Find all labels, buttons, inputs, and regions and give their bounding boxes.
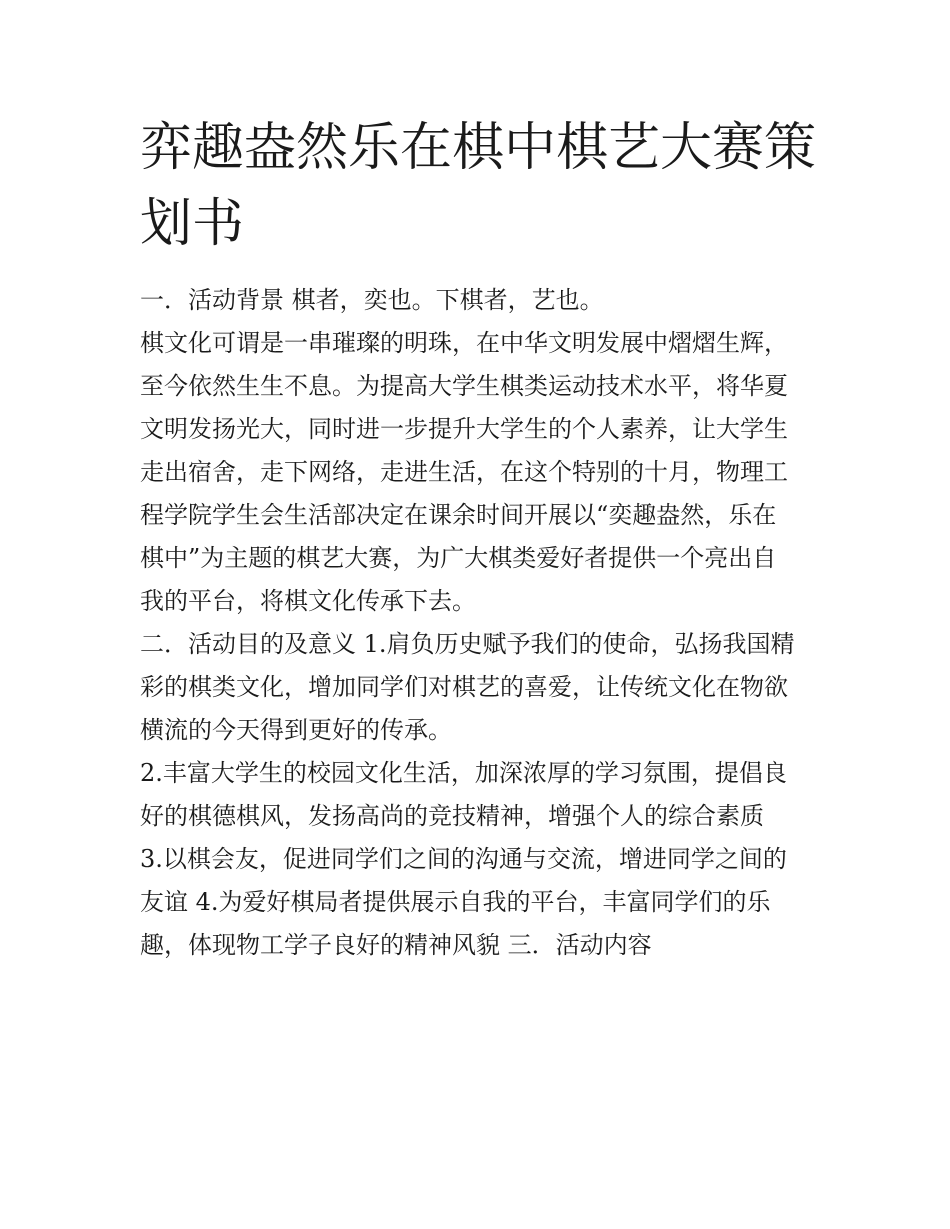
body-line: 棋文化可谓是一串璀璨的明珠，在中华文明发展中熠熠生辉， [140,329,788,357]
section-heading-purpose: 二．活动目的及意义 1.肩负历史赋予我们的使命，弘扬我国精 [140,630,795,658]
body-line: 横流的今天得到更好的传承。 [140,716,452,744]
document-body [140,279,816,967]
body-line: 趣，体现物工学子良好的精神风貌 三．活动内容 [140,931,652,959]
body-line: 彩的棋类文化，增加同学们对棋艺的喜爱，让传统文化在物欲 [140,673,788,701]
body-line: 好的棋德棋风，发扬高尚的竞技精神，增强个人的综合素质 [140,802,764,830]
body-line: 棋中”为主题的棋艺大赛，为广大棋类爱好者提供一个亮出自 [140,544,777,572]
title-line-1: 弈趣盎然乐在棋中棋艺大赛策 [140,118,817,178]
section-heading-background: 一．活动背景 棋者，奕也。下棋者，艺也。 [140,286,604,314]
body-line: 2.丰富大学生的校园文化生活，加深浓厚的学习氛围，提倡良 [140,759,787,787]
body-line: 文明发扬光大，同时进一步提升大学生的个人素养，让大学生 [140,415,788,443]
title-line-2: 划书 [140,194,245,254]
body-line: 友谊 4.为爱好棋局者提供展示自我的平台，丰富同学们的乐 [140,888,771,916]
document-title [140,110,820,262]
body-line: 至今依然生生不息。为提高大学生棋类运动技术水平，将华夏 [140,372,788,400]
body-line: 3.以棋会友，促进同学们之间的沟通与交流，增进同学之间的 [140,845,787,873]
body-line: 程学院学生会生活部决定在课余时间开展以“奕趣盎然，乐在 [140,501,777,529]
body-line: 走出宿舍，走下网络，走进生活，在这个特别的十月，物理工 [140,458,788,486]
body-line: 我的平台，将棋文化传承下去。 [140,587,476,615]
